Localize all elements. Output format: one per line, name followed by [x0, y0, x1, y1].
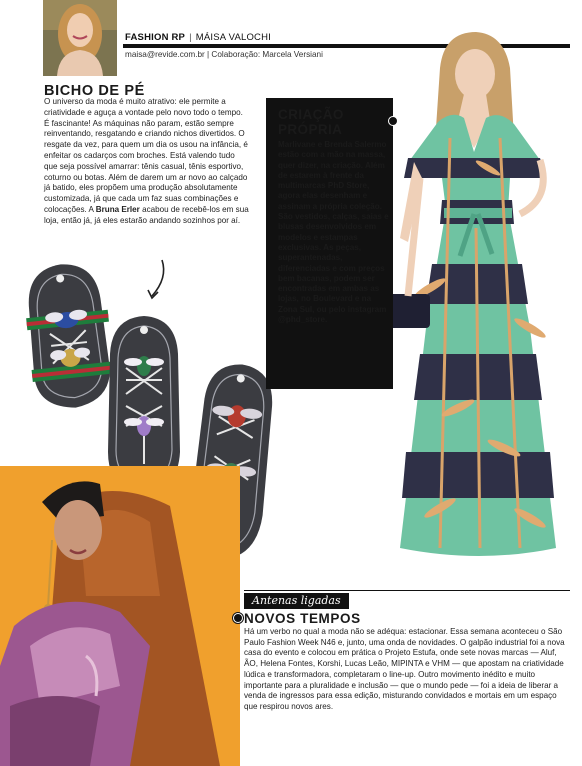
bullet-icon: [388, 116, 398, 126]
section-body-novos-tempos: Há um verbo no qual a moda não se adéqua: estacionar. Essa semana aconteceu o São Paulo Fashion Week N46 e, junto, uma onda de novidades. O galpão industrial foi a nova casa do evento e colocou em prática o Projeto Estufa, onde sete novas marcas — Aluf, ÃO, Helena Fontes, Korshi, Lucas Leão, MIPINTA e VHM — que apostam na criatividade lúdica e transformadora, completaram o line-up. Outro movimento inédito e muito importante para a pluralidade e inclusão — que o mundo pede — foi a ideia de liberar a venda de ingressos para essa edição, misturando convidados e mortais em um espaço que respirou novos ares.: [244, 627, 565, 711]
section-title-criacao-propria: CRIAÇÃO PRÓPRIA: [278, 107, 344, 137]
bullet-icon: [233, 613, 243, 623]
columnist-portrait: [43, 0, 117, 76]
section-title-novos-tempos: NOVOS TEMPOS: [244, 611, 361, 626]
model-in-orange-hoodie-photo: [0, 466, 240, 766]
column-name: FASHION RP: [125, 32, 186, 43]
section-body-bicho-de-pe: [44, 97, 249, 227]
store-name: Bruna Erler: [95, 204, 140, 214]
columnist-photo-illustration: [43, 0, 117, 76]
sandal-left: [21, 262, 118, 412]
column-header: [125, 32, 271, 43]
section-title-bicho-de-pe: BICHO DE PÉ: [44, 83, 145, 99]
section-rule: [244, 590, 570, 591]
antenas-ligadas-tag: Antenas ligadas: [244, 593, 349, 609]
body-text-end: acabou de recebê-los em sua loja, então já, já eles estarão andando sozinhos por aí.: [44, 204, 249, 225]
model-in-bamboo-print-dress-photo: [380, 28, 575, 572]
section-body-criacao-propria: Marlivane e Brenda Salermo estão com a mão na massa, quer dizer, na criação. Além de estarem à frente da multimarcas PhD Store, agora elas desenham e assinam a própria coleção. São vestidos, calças, saias e blusas desenvolvidos em modelos e estampas exclusivas. As peças, superantenadas, diferenciadas e com preços bem bacanas, podem ser encontradas em ambas as lojas, no Boulevard e na Zona Sul, ou pelo instagram @phd_store.: [278, 140, 389, 325]
contact-line: maisa@revide.com.br | Colaboração: Marcela Versiani: [125, 50, 323, 59]
body-text: O universo da moda é muito atrativo: ele permite a criatividade e aguça a vontade pelo novo todo o tempo. É fascinante! As máquinas não param, estão sempre reinventando, resgatando e criando nichos divertidos. O resgate da vez, para quem um dia os usou na infância, é enfeitar os cadarços com broches. Está valendo tudo que seja possível amarrar: tênis casual, tênis esportivo, coturno ou botas. Além de darem um ar novo ao calçado já batido, eles propõem uma produção absolutamente customizada, já que cada um faz suas combinações e colocações. A: [44, 97, 248, 214]
header-separator: |: [189, 32, 192, 43]
author-name: MÁISA VALOCHI: [195, 32, 272, 43]
